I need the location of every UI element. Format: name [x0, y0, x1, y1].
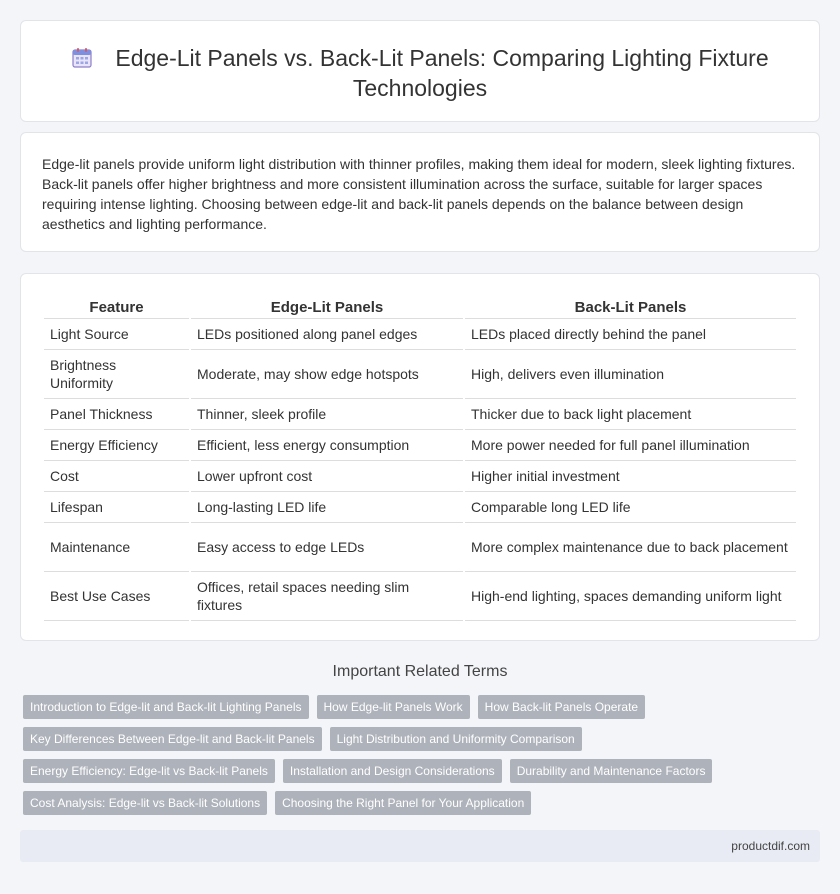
related-tag[interactable]: How Back-lit Panels Operate — [478, 695, 645, 719]
table-cell: Panel Thickness — [44, 399, 189, 430]
table-header-cell: Feature — [44, 295, 189, 319]
table-cell: Cost — [44, 461, 189, 492]
summary-text: Edge-lit panels provide uniform light distribution with thinner profiles, making them ideal for modern, sleek lighting fixtures. Back-lit panels offer higher brightness and more consistent illumination across the surface, suitable for larger spaces requiring intense lighting. Choosing between edge-lit and back-lit panels depends on the balance between design aesthetics and lighting performance. — [42, 156, 796, 232]
related-tag[interactable]: Introduction to Edge-lit and Back-lit Lighting Panels — [23, 695, 309, 719]
table-cell: Efficient, less energy consumption — [191, 430, 463, 461]
table-cell: Brightness Uniformity — [44, 350, 189, 399]
table-cell: LEDs positioned along panel edges — [191, 319, 463, 350]
tag-row — [23, 727, 823, 751]
table-cell: More complex maintenance due to back placement — [465, 523, 796, 572]
table-cell: More power needed for full panel illumination — [465, 430, 796, 461]
table-cell: Higher initial investment — [465, 461, 796, 492]
table-row — [44, 430, 796, 461]
related-tag[interactable]: Choosing the Right Panel for Your Application — [275, 791, 531, 815]
summary-card — [20, 132, 820, 252]
tag-row — [23, 759, 823, 783]
table-row — [44, 399, 796, 430]
table-cell: Maintenance — [44, 523, 189, 572]
table-row — [44, 572, 796, 621]
table-cell: Thinner, sleek profile — [191, 399, 463, 430]
related-tag[interactable]: Light Distribution and Uniformity Comparison — [330, 727, 582, 751]
table-header-row — [44, 295, 796, 319]
table-cell: LEDs placed directly behind the panel — [465, 319, 796, 350]
table-row — [44, 319, 796, 350]
related-tag[interactable]: Key Differences Between Edge-lit and Back-lit Panels — [23, 727, 322, 751]
table-cell: Offices, retail spaces needing slim fixtures — [191, 572, 463, 621]
table-cell: Moderate, may show edge hotspots — [191, 350, 463, 399]
tag-row — [23, 791, 823, 815]
related-tag[interactable]: Cost Analysis: Edge-lit vs Back-lit Solutions — [23, 791, 267, 815]
table-cell: Energy Efficiency — [44, 430, 189, 461]
table-row — [44, 523, 796, 572]
table-header-cell: Back-Lit Panels — [465, 295, 796, 319]
related-tag[interactable]: Installation and Design Considerations — [283, 759, 502, 783]
table-cell: Comparable long LED life — [465, 492, 796, 523]
related-tag[interactable]: Energy Efficiency: Edge-lit vs Back-lit Panels — [23, 759, 275, 783]
table-cell: High, delivers even illumination — [465, 350, 796, 399]
related-tags — [23, 695, 823, 823]
footer-site[interactable]: productdif.com — [731, 839, 810, 853]
related-tag[interactable]: How Edge-lit Panels Work — [317, 695, 470, 719]
related-terms-title: Important Related Terms — [332, 663, 508, 680]
footer-bar — [20, 830, 820, 862]
table-cell: Easy access to edge LEDs — [191, 523, 463, 572]
header-card — [20, 20, 820, 122]
tag-row — [23, 695, 823, 719]
comparison-table — [42, 295, 798, 621]
table-row — [44, 492, 796, 523]
table-cell: Long-lasting LED life — [191, 492, 463, 523]
table-cell: Lower upfront cost — [191, 461, 463, 492]
table-cell: High-end lighting, spaces demanding uniform light — [465, 572, 796, 621]
table-cell: Light Source — [44, 319, 189, 350]
page-title: Edge-Lit Panels vs. Back-Lit Panels: Comparing Lighting Fixture Technologies — [115, 45, 769, 101]
page-title-block — [21, 43, 819, 103]
table-header-cell: Edge-Lit Panels — [191, 295, 463, 319]
calendar-icon — [71, 46, 93, 68]
table-cell: Lifespan — [44, 492, 189, 523]
comparison-table-card — [20, 273, 820, 641]
table-cell: Thicker due to back light placement — [465, 399, 796, 430]
table-cell: Best Use Cases — [44, 572, 189, 621]
related-tag[interactable]: Durability and Maintenance Factors — [510, 759, 713, 783]
table-row — [44, 350, 796, 399]
table-row — [44, 461, 796, 492]
